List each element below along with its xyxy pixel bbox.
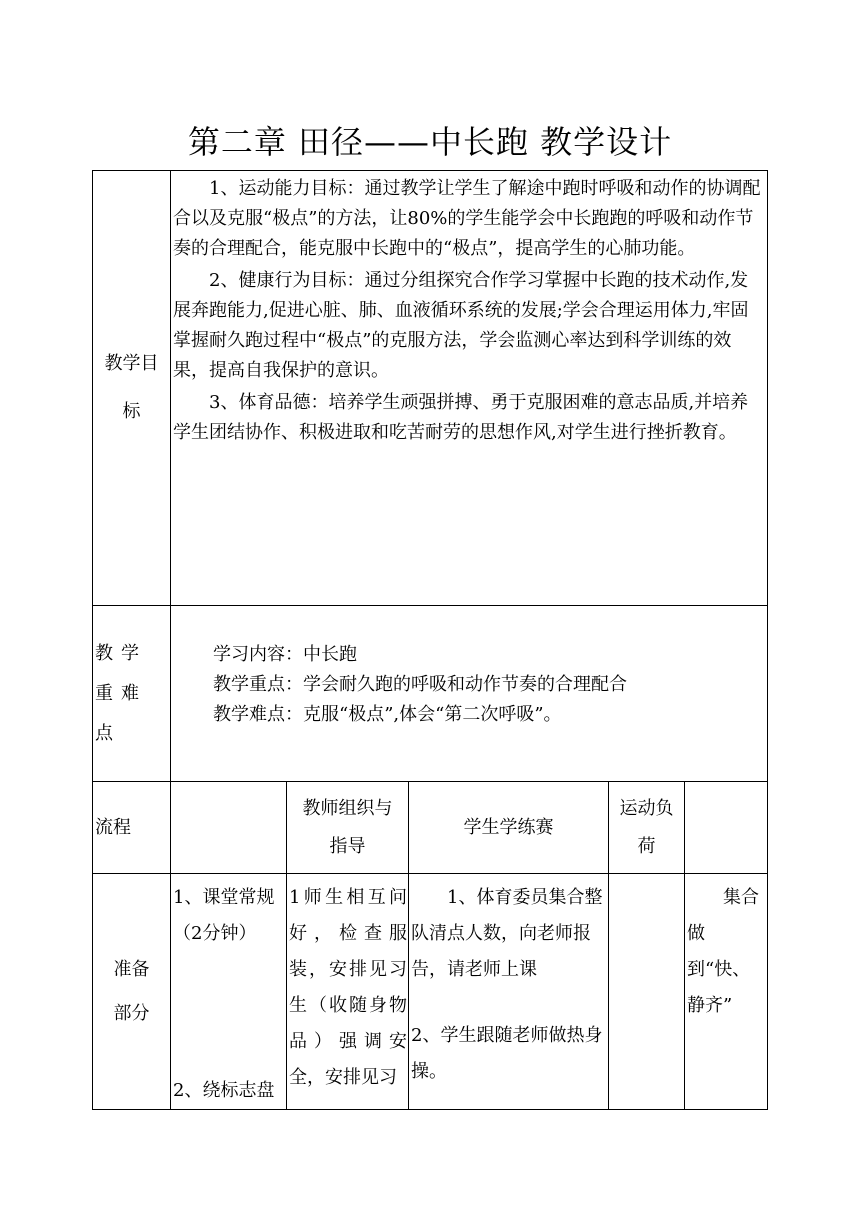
flow-header-step bbox=[171, 782, 287, 874]
prep-load-cell bbox=[609, 874, 685, 1110]
flow-header-process: 流程 bbox=[93, 782, 171, 874]
prep-step-cell bbox=[171, 874, 287, 1110]
prep-teacher-text: 1师生相互问好，检查服装，安排见习生（收随身物品）强调安全，安排见习 bbox=[289, 887, 407, 1088]
prep-student-cell bbox=[409, 874, 609, 1110]
prep-note-cell bbox=[685, 874, 768, 1110]
key-points-label-cell bbox=[93, 606, 171, 782]
prep-student-text-1: 1、体育委员集合整队清点人数，向老师报告，请老师上课 bbox=[411, 887, 603, 980]
flow-header-note bbox=[685, 782, 768, 874]
prep-step-1: 1、课堂常规（2分钟） bbox=[173, 887, 275, 944]
goals-label: 教学目标 bbox=[104, 353, 159, 422]
flow-header-student: 学生学练赛 bbox=[409, 782, 609, 874]
lesson-plan-table bbox=[92, 170, 768, 1110]
key-points-label: 教学重难点 bbox=[95, 642, 147, 744]
prep-note-text: 集合做到“快、静齐” bbox=[687, 887, 759, 1016]
prep-teacher-cell bbox=[287, 874, 409, 1110]
goal-item: 3、体育品德：培养学生顽强拼搏、勇于克服困难的意志品质,并培养学生团结协作、积极进取和吃苦耐劳的思想作风,对学生进行挫折教育。 bbox=[173, 392, 749, 443]
goals-label-cell bbox=[93, 171, 171, 606]
flow-header-load: 运动负荷 bbox=[609, 782, 685, 874]
goal-item: 1、运动能力目标：通过教学让学生了解途中跑时呼吸和动作的协调配合以及克服“极点”的方法，让80%的学生能学会中长跑跑的呼吸和动作节奏的合理配合，能克服中长跑中的“极点”，提高学生的心肺功能。 bbox=[173, 178, 761, 259]
prep-step-2: 2、绕标志盘 bbox=[173, 1080, 275, 1101]
goal-item: 2、健康行为目标：通过分组探究合作学习掌握中长跑的技术动作,发展奔跑能力,促进心脏、肺、血液循环系统的发展;学会合理运用体力,牢固掌握耐久跑过程中“极点”的克服方法，学会监测心率达到科学训练的效果，提高自我保护的意识。 bbox=[173, 270, 749, 381]
prep-student-text-2: 2、学生跟随老师做热身操。 bbox=[411, 1025, 603, 1082]
page-title: 第二章 田径——中长跑 教学设计 bbox=[187, 123, 673, 161]
flow-header-teacher: 教师组织与指导 bbox=[287, 782, 409, 874]
key-point-line: 教学难点：克服“极点”,体会“第二次呼吸”。 bbox=[213, 704, 562, 725]
key-points-content bbox=[171, 606, 768, 782]
prep-label: 准备部分 bbox=[113, 958, 150, 1024]
goals-content bbox=[171, 171, 768, 606]
prep-label-cell bbox=[93, 874, 171, 1110]
key-point-line: 教学重点：学会耐久跑的呼吸和动作节奏的合理配合 bbox=[213, 674, 627, 695]
key-point-line: 学习内容：中长跑 bbox=[213, 644, 357, 665]
